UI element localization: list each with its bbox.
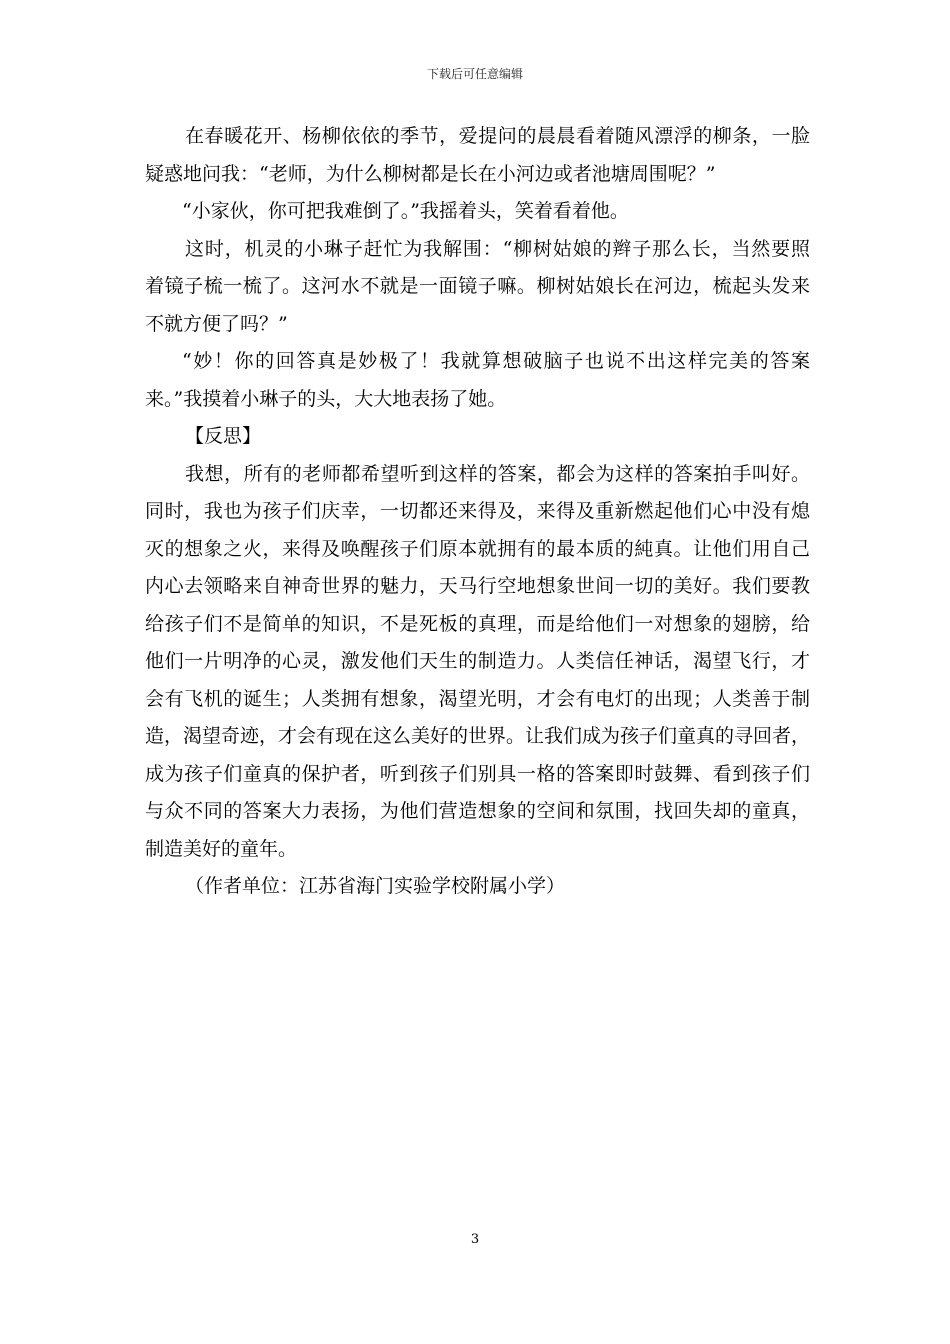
paragraph-line: 会有飞机的诞生；人类拥有想象，渴望光明，才会有电灯的出现；人类善于制 (145, 687, 810, 710)
paragraph-line: 给孩子们不是简单的知识，不是死板的真理，而是给他们一对想象的翅膀，给 (145, 612, 810, 635)
paragraph-line: 不就方便了吗？” (145, 312, 288, 335)
paragraph-line: 我想，所有的老师都希望听到这样的答案，都会为这样的答案拍手叫好。 (185, 462, 810, 485)
paragraph-line: “妙！你的回答真是妙极了！我就算想破脑子也说不出这样完美的答案 (182, 350, 810, 372)
page-number: 3 (470, 1232, 480, 1247)
paragraph-line: 内心去领略来自神奇世界的魅力，天马行空地想象世间一切的美好。我们要教 (145, 575, 810, 597)
paragraph-line: 着镜子梳一梳了。这河水不就是一面镜子嘛。柳树姑娘长在河边，梳起头发来 (145, 275, 810, 297)
author-affiliation: （作者单位：江苏省海门实验学校附属小学） (185, 875, 566, 897)
paragraph-line: 这时，机灵的小琳子赶忙为我解围：“柳树姑娘的辫子那么长，当然要照 (185, 237, 810, 260)
paragraph-line: 在春暖花开、杨柳依依的季节，爱提问的晨晨看着随风漂浮的柳条，一脸 (185, 125, 810, 147)
document-body (145, 118, 810, 906)
section-heading: 【反思】 (185, 425, 262, 447)
paragraph-line: 疑惑地问我：“老师，为什么柳树都是长在小河边或者池塘周围呢？” (145, 162, 716, 185)
page-header: 下载后可任意编辑 (426, 67, 523, 81)
paragraph-line: 与众不同的答案大力表扬，为他们营造想象的空间和氛围，找回失却的童真， (145, 800, 810, 822)
paragraph-line: 来。”我摸着小琳子的头，大大地表扬了她。 (145, 387, 507, 410)
paragraph-line: 造，渴望奇迹，才会有现在这么美好的世界。让我们成为孩子们童真的寻回者， (145, 725, 811, 747)
paragraph-line: 成为孩子们童真的保护者，听到孩子们别具一格的答案即时鼓舞、看到孩子们 (145, 762, 810, 785)
paragraph-line: 他们一片明净的心灵，激发他们天生的制造力。人类信任神话，渴望飞行，才 (145, 650, 810, 672)
paragraph-line: 灭的想象之火，来得及唤醒孩子们原本就拥有的最本质的純真。让他们用自己 (145, 537, 810, 560)
paragraph-line: “小家伙，你可把我难倒了。”我摇着头，笑着看着他。 (182, 200, 629, 222)
paragraph-line: 同时，我也为孩子们庆幸，一切都还来得及，来得及重新燃起他们心中没有熄 (145, 500, 810, 522)
paragraph-line: 制造美好的童年。 (145, 837, 298, 860)
